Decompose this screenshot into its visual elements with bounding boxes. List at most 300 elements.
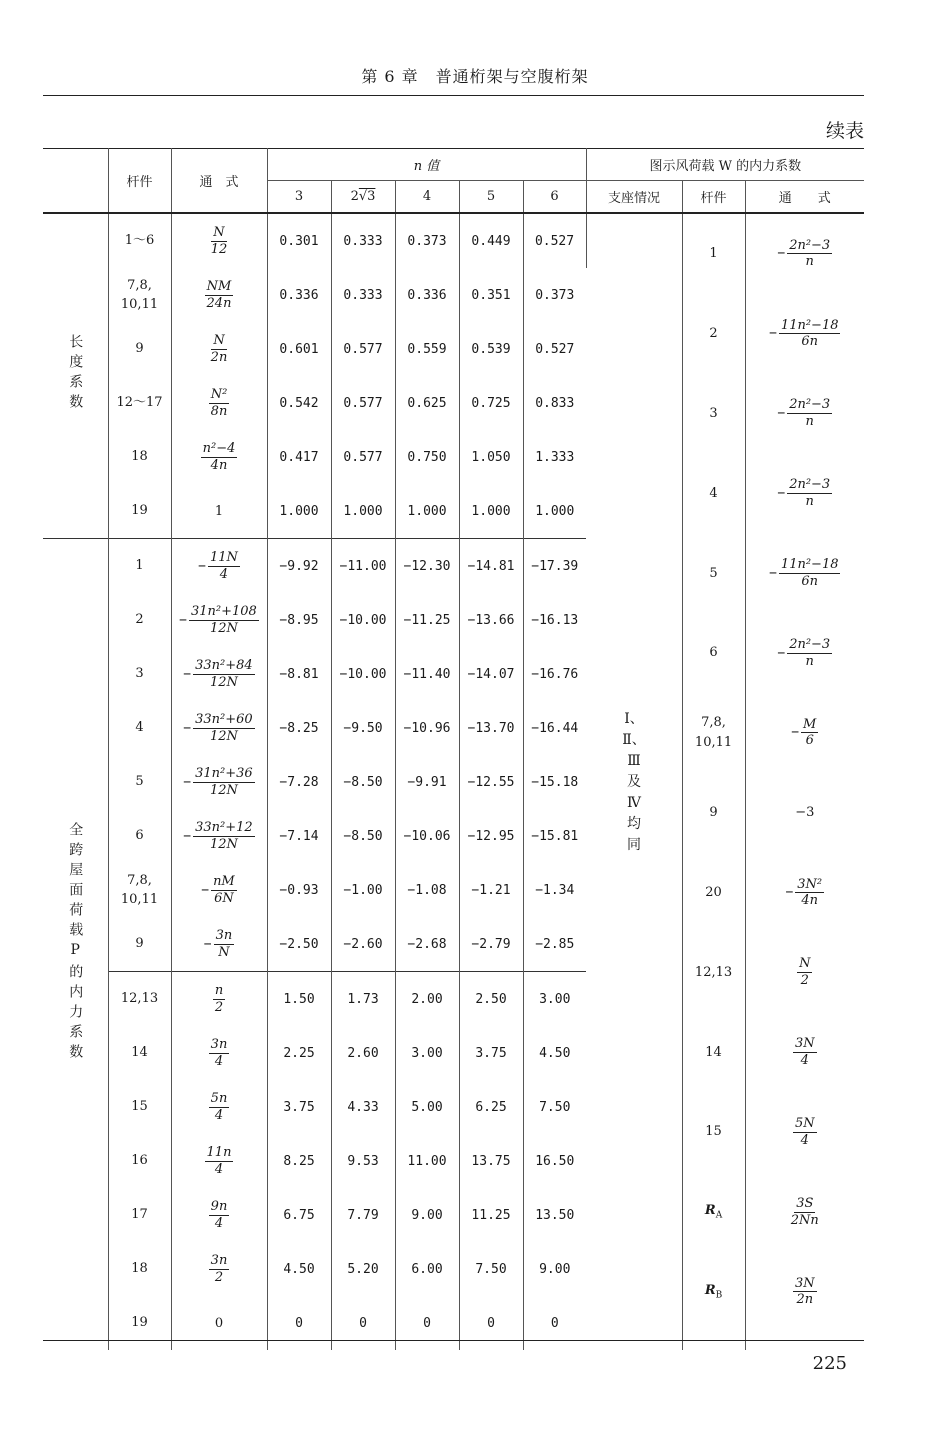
value-cell: 3.00 — [523, 972, 586, 1027]
value-cell: 9.00 — [395, 1188, 459, 1242]
coefficient-table — [43, 148, 864, 1350]
fraction — [211, 226, 228, 256]
numerator: 5n — [210, 1090, 228, 1106]
support-line: Ⅲ — [627, 752, 641, 769]
minus-sign: − — [777, 645, 786, 661]
value-cell: 1.000 — [267, 484, 331, 539]
value-cell: −7.28 — [267, 755, 331, 809]
denominator: 6n — [801, 334, 819, 350]
denominator: 2 — [214, 999, 224, 1015]
formula-cell — [171, 701, 267, 755]
value-cell: 0.373 — [535, 287, 575, 303]
denominator: 12N — [209, 674, 238, 690]
member-cell: 6 — [108, 809, 171, 863]
denominator: 4 — [214, 1053, 224, 1069]
minus-sign: − — [769, 326, 777, 342]
fraction — [193, 659, 255, 689]
member-cell: 12,13 — [108, 972, 171, 1027]
fraction — [779, 319, 841, 349]
member-cell: 7,8, 10,11 — [108, 268, 171, 322]
wind-member-label: 7,8, 10,11 — [694, 715, 733, 750]
numerator: 31n²+108 — [190, 603, 257, 619]
value-cell: −8.50 — [331, 755, 395, 809]
numerator: nM — [213, 873, 235, 889]
denominator: 12 — [210, 241, 228, 257]
value-cell: −1.21 — [459, 863, 523, 917]
member-cell: 9 — [108, 322, 171, 376]
value-cell: −10.96 — [395, 701, 459, 755]
support-header: 支座情况 — [586, 181, 682, 214]
value-cell: 13.75 — [459, 1134, 523, 1188]
fraction — [793, 1277, 817, 1307]
value-cell: 1.73 — [331, 972, 395, 1027]
numerator: 2n²−3 — [789, 237, 831, 253]
denominator: n — [805, 414, 814, 430]
value-cell: 0.336 — [395, 268, 459, 322]
value-cell: 3.00 — [395, 1026, 459, 1080]
numerator: 5N — [794, 1116, 815, 1132]
wind-formula-expr: −3 — [795, 805, 815, 821]
fraction — [205, 280, 234, 310]
value-cell: 13.50 — [535, 1207, 575, 1223]
numerator: 33n²+84 — [195, 657, 253, 673]
value-cell: −12.55 — [459, 755, 523, 809]
value-cell: −1.08 — [395, 863, 459, 917]
denominator: 4 — [800, 1132, 809, 1148]
numerator: 11n²−18 — [780, 557, 839, 573]
member-cell: 17 — [108, 1188, 171, 1242]
numerator: 31n²+36 — [195, 765, 253, 781]
wind-member-label — [705, 1281, 722, 1303]
numerator: N — [213, 224, 225, 240]
member-cell: 16 — [108, 1134, 171, 1188]
denominator: 2 — [800, 973, 809, 989]
wind-member-header: 杆件 — [682, 181, 745, 214]
value-cell: −13.66 — [459, 593, 523, 647]
numerator: 11n — [206, 1144, 232, 1160]
wind-formula-cell — [746, 1252, 865, 1332]
fraction — [791, 1197, 819, 1227]
wind-member-label: 1 — [709, 246, 718, 262]
value-cell: −17.39 — [523, 539, 586, 594]
value-cell: −1.34 — [535, 882, 575, 898]
wind-formula-cell — [746, 1092, 865, 1172]
value-cell: 0.833 — [535, 395, 575, 411]
wind-member-cell — [683, 1172, 745, 1252]
fraction — [787, 239, 832, 269]
value-cell: 11.25 — [459, 1188, 523, 1242]
value-cell: 0.373 — [395, 213, 459, 268]
value-cell: 1.333 — [535, 449, 575, 465]
wind-formula-expr — [791, 1197, 819, 1227]
formula-cell — [171, 755, 267, 809]
value-cell: 1.50 — [267, 972, 331, 1027]
wind-formula-cell — [746, 454, 865, 534]
value-cell: −11.40 — [395, 647, 459, 701]
numerator: 3n — [215, 927, 233, 943]
value-cell: −7.14 — [267, 809, 331, 863]
fraction — [787, 638, 832, 668]
value-cell: −12.30 — [395, 539, 459, 594]
table-bottom-rule — [43, 1340, 864, 1341]
support-condition — [586, 213, 682, 1350]
fraction — [209, 388, 230, 418]
n-value-header: n 值 — [267, 149, 586, 181]
value-cell: 1.050 — [459, 430, 523, 484]
value-cell: 0.333 — [331, 213, 395, 268]
n-col-header: 2√3 — [331, 181, 395, 214]
wind-formula-expr — [785, 878, 824, 908]
wind-member-cell — [683, 613, 745, 693]
fraction — [793, 1037, 817, 1067]
n-col-header: 4 — [395, 181, 459, 214]
formula-cell — [171, 376, 267, 430]
numerator: n²−4 — [202, 440, 236, 456]
fraction — [213, 984, 225, 1014]
table-row — [43, 213, 864, 268]
n-col-header: 3 — [267, 181, 331, 214]
value-cell: 3.75 — [459, 1026, 523, 1080]
wind-formula-cell — [746, 773, 865, 853]
wind-formula-expr — [793, 1037, 817, 1067]
wind-formula-expr — [793, 1117, 817, 1147]
formula-cell — [171, 647, 267, 701]
value-cell: −14.81 — [459, 539, 523, 594]
wind-member-label: 4 — [709, 485, 718, 501]
value-cell: −15.18 — [531, 774, 579, 790]
member-cell: 3 — [108, 647, 171, 701]
value-cell: 4.50 — [267, 1242, 331, 1296]
numerator: 11N — [209, 549, 238, 565]
value-cell: 4.50 — [539, 1045, 571, 1061]
value-cell: −10.06 — [395, 809, 459, 863]
support-line: 均 — [627, 815, 642, 832]
value-cell: 0.577 — [331, 430, 395, 484]
wind-member-label: 2 — [709, 326, 718, 342]
wind-member-label — [705, 1201, 722, 1223]
value-cell: 9.00 — [539, 1261, 571, 1277]
formula-cell — [171, 430, 267, 484]
value-cell: 0.527 — [535, 341, 575, 357]
denominator: 6 — [805, 733, 814, 749]
wind-formula-expr — [777, 239, 832, 269]
value-cell: −8.95 — [267, 593, 331, 647]
reaction-label: R — [704, 1203, 716, 1218]
wind-formula-cell — [746, 294, 865, 374]
wind-formula-cell — [746, 693, 865, 773]
minus-sign: − — [183, 828, 192, 844]
value-cell: 2.25 — [267, 1026, 331, 1080]
value-cell: 0.417 — [267, 430, 331, 484]
reaction-label: R — [704, 1282, 716, 1298]
fraction — [208, 551, 240, 581]
fraction — [795, 878, 824, 908]
minus-sign: − — [198, 558, 206, 574]
formula-cell — [171, 809, 267, 863]
member-cell: 4 — [108, 701, 171, 755]
numerator: 33n²+60 — [195, 711, 253, 727]
member-cell: 19 — [108, 1296, 171, 1350]
value-cell: −10.00 — [331, 593, 395, 647]
formula-cell: 1 — [171, 484, 267, 539]
fraction — [209, 1092, 230, 1122]
header-rule — [43, 95, 864, 96]
length-coeff-group — [43, 213, 108, 539]
minus-sign: − — [785, 885, 794, 901]
wind-member-cell — [683, 294, 745, 374]
value-cell: 0.542 — [267, 376, 331, 430]
fraction — [211, 334, 228, 364]
value-cell: 0.725 — [459, 376, 523, 430]
value-cell: 7.50 — [539, 1099, 571, 1115]
formula-cell — [171, 268, 267, 322]
value-cell: −0.93 — [267, 863, 331, 917]
value-cell: 9.53 — [331, 1134, 395, 1188]
fraction — [214, 929, 235, 959]
wind-member-cell — [683, 773, 745, 853]
page-number: 225 — [812, 1353, 847, 1374]
value-cell: 1.000 — [331, 484, 395, 539]
value-cell: 16.50 — [535, 1153, 575, 1169]
wind-formula-header: 通 式 — [778, 191, 831, 206]
wind-member-cell — [683, 1252, 745, 1332]
denominator: 12N — [209, 620, 238, 636]
formula-cell — [171, 1134, 267, 1188]
minus-sign: − — [201, 882, 210, 898]
value-cell: −9.50 — [331, 701, 395, 755]
formula-cell — [171, 213, 267, 268]
denominator: n — [805, 254, 814, 270]
n-col-header: 5 — [459, 181, 523, 214]
value-cell: −8.50 — [331, 809, 395, 863]
value-cell: 0.539 — [459, 322, 523, 376]
wind-formula-expr — [777, 398, 832, 428]
wind-member-label: 5 — [709, 565, 718, 581]
denominator: 6N — [214, 890, 234, 906]
minus-sign: − — [777, 485, 786, 501]
value-cell: 6.75 — [267, 1188, 331, 1242]
value-cell: 11.00 — [395, 1134, 459, 1188]
wind-formula-cell — [746, 533, 865, 613]
continued-label: 续表 — [825, 120, 864, 142]
value-cell: 0.301 — [267, 213, 331, 268]
wind-formula-expr — [791, 718, 818, 748]
reaction-subscript: A — [715, 1210, 723, 1221]
value-cell: −13.70 — [459, 701, 523, 755]
value-cell: −2.60 — [331, 917, 395, 972]
value-cell: 0 — [331, 1296, 395, 1350]
value-cell: 0.527 — [523, 213, 586, 268]
wind-member-label: 20 — [705, 884, 722, 900]
value-cell: 2.50 — [459, 972, 523, 1027]
value-cell: −9.91 — [395, 755, 459, 809]
fraction — [801, 718, 818, 748]
wind-member-cell — [683, 454, 745, 534]
minus-sign: − — [769, 565, 777, 581]
value-cell: −11.25 — [395, 593, 459, 647]
wind-member-cell — [683, 214, 745, 294]
minus-sign: − — [777, 246, 786, 262]
minus-sign: − — [777, 406, 786, 422]
wind-formula-expr — [769, 558, 840, 588]
n-col-header: 6 — [523, 181, 586, 214]
fraction — [193, 767, 255, 797]
wind-formula-column — [745, 213, 864, 1350]
denominator: 6n — [801, 573, 819, 589]
value-cell: −16.13 — [531, 612, 579, 628]
reaction-subscript: B — [715, 1290, 723, 1301]
value-cell: −8.25 — [267, 701, 331, 755]
member-cell: 15 — [108, 1080, 171, 1134]
member-header: 杆件 — [108, 149, 171, 214]
denominator: 2 — [214, 1269, 224, 1285]
value-cell: 0.333 — [331, 268, 395, 322]
value-cell: −10.00 — [331, 647, 395, 701]
wind-formula-expr — [777, 638, 832, 668]
wind-formula-cell — [746, 214, 865, 294]
value-cell: 5.20 — [331, 1242, 395, 1296]
member-cell: 12～17 — [108, 376, 171, 430]
load-coeff-label: 全跨屋面荷载P的内力系数 — [67, 821, 84, 1064]
denominator: n — [805, 493, 814, 509]
fraction — [205, 1146, 234, 1176]
support-line: Ⅰ、 — [624, 710, 644, 727]
wind-member-label: 14 — [705, 1044, 722, 1060]
value-cell: −16.44 — [531, 720, 579, 736]
fraction — [779, 558, 841, 588]
member-cell: 18 — [108, 1242, 171, 1296]
denominator: 4 — [214, 1107, 224, 1123]
denominator: 12N — [209, 836, 238, 852]
minus-sign: − — [183, 666, 192, 682]
member-cell: 9 — [108, 917, 171, 972]
wind-formula-cell — [746, 374, 865, 454]
wind-member-cell — [683, 933, 745, 1013]
numerator: N² — [210, 386, 228, 402]
numerator: 3N² — [797, 876, 823, 892]
minus-sign: − — [183, 774, 192, 790]
wind-member-label: 3 — [709, 405, 718, 421]
numerator: 11n²−18 — [780, 317, 839, 333]
wind-formula-expr — [769, 319, 840, 349]
wind-formula-cell — [746, 613, 865, 693]
denominator: 8n — [210, 403, 228, 419]
value-cell: −1.00 — [331, 863, 395, 917]
value-cell: −2.85 — [535, 936, 575, 952]
denominator: 12N — [209, 728, 238, 744]
numerator: N — [799, 956, 811, 972]
denominator: n — [805, 653, 814, 669]
numerator: M — [803, 716, 817, 732]
wind-member-cell — [683, 693, 745, 773]
wind-member-label: 9 — [709, 805, 718, 821]
numerator: NM — [206, 278, 232, 294]
value-cell: 0.601 — [267, 322, 331, 376]
minus-sign: − — [179, 612, 187, 628]
support-line: Ⅱ、 — [622, 731, 646, 748]
value-cell: 7.50 — [459, 1242, 523, 1296]
support-line: Ⅳ — [627, 794, 642, 811]
value-cell: −14.07 — [459, 647, 523, 701]
numerator: N — [213, 332, 225, 348]
member-cell: 14 — [108, 1026, 171, 1080]
value-cell: −15.81 — [531, 828, 579, 844]
fraction — [201, 442, 238, 472]
formula-cell — [171, 539, 267, 594]
denominator: 4 — [219, 566, 229, 582]
denominator: 2n — [796, 1292, 814, 1308]
wind-formula-expr — [777, 478, 832, 508]
denominator: 24n — [206, 295, 232, 311]
numerator: 3n — [210, 1252, 228, 1268]
formula-cell — [171, 1026, 267, 1080]
value-cell: −2.50 — [267, 917, 331, 972]
fraction — [797, 957, 812, 987]
wind-member-cell — [683, 853, 745, 933]
wind-member-label: 12,13 — [694, 964, 733, 980]
wind-member-cell — [683, 533, 745, 613]
denominator: N — [218, 944, 230, 960]
formula-cell — [171, 1242, 267, 1296]
member-cell: 2 — [108, 593, 171, 647]
wind-member-label: 15 — [705, 1124, 722, 1140]
load-coeff-group — [43, 539, 108, 1351]
member-cell: 18 — [108, 430, 171, 484]
value-cell: 0.449 — [459, 213, 523, 268]
value-cell: 0.577 — [331, 376, 395, 430]
formula-cell — [171, 593, 267, 647]
value-cell: −2.68 — [395, 917, 459, 972]
value-cell: 6.25 — [459, 1080, 523, 1134]
denominator: 2Nn — [790, 1212, 819, 1228]
fraction — [189, 605, 259, 635]
value-cell: 0 — [395, 1296, 459, 1350]
formula-cell — [171, 1080, 267, 1134]
denominator: 4 — [214, 1161, 224, 1177]
formula-cell: 0 — [171, 1296, 267, 1350]
fraction — [787, 398, 832, 428]
numerator: 2n²−3 — [789, 637, 831, 652]
numerator: 3N — [794, 1036, 815, 1052]
value-cell: 0.351 — [459, 268, 523, 322]
wind-member-cell — [683, 374, 745, 454]
minus-sign: − — [203, 936, 212, 952]
wind-member-column — [682, 213, 745, 1350]
minus-sign: − — [791, 725, 800, 741]
value-cell: 0 — [550, 1315, 559, 1331]
member-cell: 5 — [108, 755, 171, 809]
fraction — [211, 875, 237, 905]
denominator: 12N — [209, 782, 238, 798]
value-cell: 0.577 — [331, 322, 395, 376]
denominator: 4 — [214, 1215, 224, 1231]
formula-cell — [171, 863, 267, 917]
wind-member-label: 6 — [709, 645, 718, 661]
length-coeff-label: 长度系数 — [67, 334, 84, 414]
fraction — [193, 713, 255, 743]
value-cell: 2.60 — [331, 1026, 395, 1080]
value-cell: 1.000 — [459, 484, 523, 539]
numerator: 2n²−3 — [789, 477, 831, 493]
denominator: 4n — [801, 893, 819, 909]
group-header — [43, 149, 108, 214]
denominator: 4n — [210, 457, 228, 473]
fraction — [193, 821, 255, 851]
member-cell: 1 — [108, 539, 171, 594]
wind-member-cell — [683, 1092, 745, 1172]
minus-sign: − — [183, 720, 192, 736]
wind-formula-cell — [746, 1012, 865, 1092]
